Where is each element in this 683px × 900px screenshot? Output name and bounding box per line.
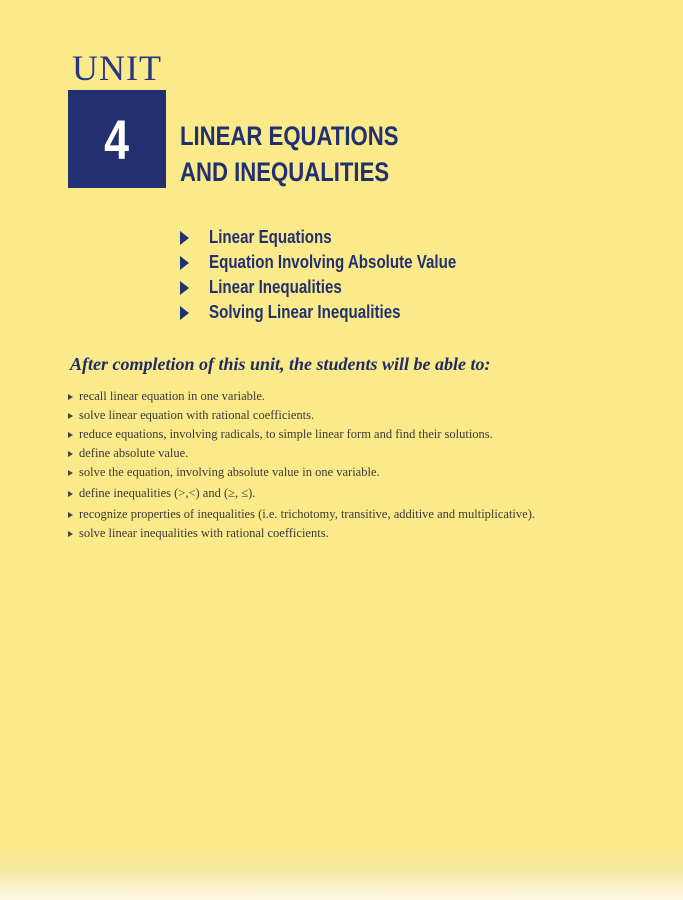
objective-text: recall linear equation in one variable. bbox=[79, 389, 266, 403]
unit-title-line-2: AND INEQUALITIES bbox=[180, 157, 390, 187]
objective-text: define absolute value. bbox=[79, 446, 189, 460]
topic-label: Linear Equations bbox=[209, 227, 332, 247]
topic-label: Linear Inequalities bbox=[209, 277, 342, 297]
objective-text: recognize properties of inequalities (i.e. trichotomy, transitive, additive and multiplicative). bbox=[79, 507, 535, 521]
objectives-heading: After completion of this unit, the students will be able to: bbox=[70, 354, 491, 374]
objective-text: solve the equation, involving absolute value in one variable. bbox=[79, 465, 380, 479]
page-bottom-edge bbox=[0, 848, 683, 900]
objective-text: solve linear inequalities with rational coefficients. bbox=[79, 526, 329, 540]
unit-number-box bbox=[68, 90, 166, 188]
objective-item bbox=[68, 406, 535, 425]
triangle-bullet-icon bbox=[180, 231, 189, 245]
small-triangle-bullet-icon bbox=[68, 413, 73, 419]
small-triangle-bullet-icon bbox=[68, 491, 73, 497]
objective-item bbox=[68, 425, 535, 444]
topic-item bbox=[180, 250, 503, 275]
topic-item bbox=[180, 275, 503, 300]
topic-item bbox=[180, 225, 503, 250]
objectives-list bbox=[68, 387, 535, 543]
objective-item bbox=[68, 387, 535, 406]
small-triangle-bullet-icon bbox=[68, 470, 73, 476]
objective-item bbox=[68, 444, 535, 463]
triangle-bullet-icon bbox=[180, 306, 189, 320]
small-triangle-bullet-icon bbox=[68, 451, 73, 457]
objective-item bbox=[68, 524, 535, 543]
unit-title-line-1: LINEAR EQUATIONS bbox=[180, 121, 399, 151]
small-triangle-bullet-icon bbox=[68, 512, 73, 518]
objective-text: reduce equations, involving radicals, to simple linear form and find their solutions. bbox=[79, 427, 493, 441]
small-triangle-bullet-icon bbox=[68, 394, 73, 400]
topic-list bbox=[180, 225, 503, 325]
triangle-bullet-icon bbox=[180, 281, 189, 295]
topic-item bbox=[180, 300, 503, 325]
unit-number: 4 bbox=[104, 107, 130, 171]
objective-item bbox=[68, 463, 535, 482]
unit-label: UNIT bbox=[72, 48, 162, 88]
topic-label: Solving Linear Inequalities bbox=[209, 302, 401, 322]
objective-text: solve linear equation with rational coefficients. bbox=[79, 408, 315, 422]
small-triangle-bullet-icon bbox=[68, 432, 73, 438]
objective-item bbox=[68, 484, 535, 503]
objective-item bbox=[68, 505, 535, 524]
small-triangle-bullet-icon bbox=[68, 531, 73, 537]
triangle-bullet-icon bbox=[180, 256, 189, 270]
objective-text: define inequalities (>,<) and (≥, ≤). bbox=[79, 486, 256, 500]
topic-label: Equation Involving Absolute Value bbox=[209, 252, 457, 272]
unit-title bbox=[180, 118, 447, 190]
